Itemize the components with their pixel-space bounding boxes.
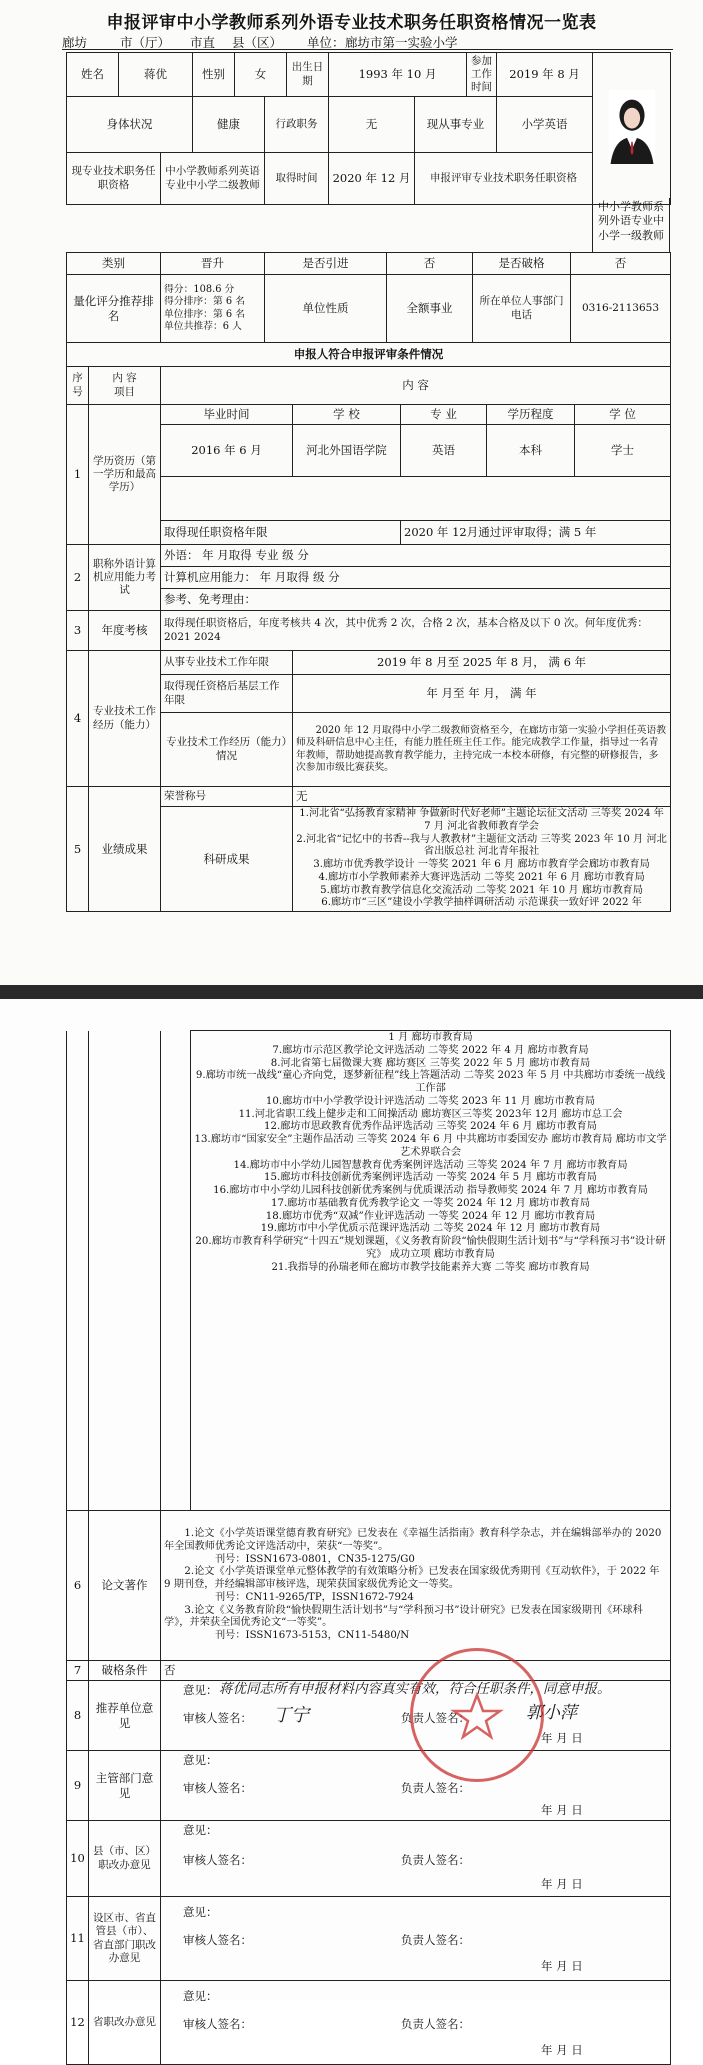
exp-ability-value: 2020 年 12 月取得中小学二级教师资格至今，在廊坊市第一实验小学担任英语教师及科研信息中心主任，有能力胜任班主任工作。能完成教学工作量，指导过一名青年教师，帮助她提高教育教学能力，主持完成一本校本研修，有完整的研修报告，多次参加市级比赛获奖。 [293,713,671,787]
exception-label: 是否破格 [473,253,571,275]
achievement-item: 2.河北省“记忆中的书香--我与人教教材”主题征文活动 三等奖 2023 年 10 月 河北省出版总社 河北青年报社 [296,833,667,858]
edu-head-time: 毕业时间 [161,405,293,425]
paper-issn: 刊号：CN11-9265/TP，ISSN1672-7924 [215,1591,414,1603]
edu-head-major: 专 业 [401,405,487,425]
reviewer-label: 审核人签名： [183,1711,252,1725]
research-label: 科研成果 [161,807,293,912]
score-line: 单位排序：第 6 名 [164,308,246,320]
score-detail [161,275,265,343]
row-no-7: 7 [67,1661,89,1681]
edu-spacer [161,477,671,521]
achievement-item: 13.廊坊市“国家安全”主题作品活动 三等奖 2024 年 6 月 中共廊坊市委国安办 廊坊市教育局 廊坊市文学艺术界联合会 [194,1134,667,1158]
achievement-item: 1.河北省“弘扬教育家精神 争做新时代好老师”主题论坛征文活动 三等奖 2024 年 7 月 河北省教师教育学会 [299,808,664,832]
health-value: 健康 [193,97,265,153]
city-opinion-cell [161,1897,671,1981]
achievement-item: 3.廊坊市优秀教学设计 一等奖 2021 年 6 月 廊坊市教育学会廊坊市教育局 [313,859,650,870]
annual-label: 年度考核 [89,611,161,651]
page-one [0,0,703,1000]
row-no-11: 11 [67,1897,89,1981]
reviewer-label: 审核人签名： [183,2017,252,2031]
opinion-label: 意见： [183,1683,218,1697]
nature-label: 单位性质 [265,275,387,343]
honor-label: 荣誉称号 [161,787,293,807]
sex-value: 女 [235,53,287,97]
education-label: 学历资历（第一学历和最高学历） [89,405,161,545]
date-label: 年 月 日 [541,1877,583,1891]
achievement-item: 19.廊坊市中小学优质示范课评选活动 二等奖 2024 年 12 月 廊坊市教育局 [260,1223,601,1235]
edu-time: 2016 年 6 月 [161,425,293,477]
score-line: 得分排序：第 6 名 [164,296,246,308]
achievement-item: 20.廊坊市教育科学研究“十四五”规划课题，《义务教育阶段“愉快假期生活计划书”与“学科预习书”设计研究》 成功立项 廊坊市教育局 [195,1236,666,1260]
unit-label: 单位： [307,35,345,50]
score-line: 单位共推荐：6 人 [164,320,242,332]
apply-title-value: 中小学教师系列外语专业中小学一级教师 [592,198,670,253]
row-no-10: 10 [67,1821,89,1897]
admin-value: 无 [329,97,415,153]
exp-years-value: 2019 年 8 月至 2025 年 8 月， 满 6 年 [293,651,671,675]
paper-item: 1.论文《小学英语课堂德育教育研究》已发表在《幸福生活指南》教育科学杂志，并在编辑部举办的 2020 年全国教师优秀论文评选活动中，荣获“一等奖”。 [164,1528,662,1552]
paper-label: 论文著作 [89,1511,161,1661]
county-value: 市直 [190,35,216,50]
work-label: 参加工作时间 [467,53,497,97]
paper-issn: 刊号：ISSN1673-5153，CN11-5480/N [215,1630,410,1642]
experience-label: 专业技术工作经历（能力） [89,651,161,787]
achievement-item: 18.廊坊市优秀“双减”作业评选活动 一等奖 2024 年 12 月 廊坊市教育局 [265,1210,596,1222]
official-seal [410,1648,544,1782]
achievement-item: 6.廊坊市“三区”建设小学教学抽样调研活动 示范课获一致好评 2022 年 [321,897,642,909]
achievement-item: 14.廊坊市中小学幼儿园智慧教育优秀案例评选活动 三等奖 2024 年 7 月 廊坊市教育局 [233,1159,628,1171]
exception-value: 否 [571,253,671,275]
achievement-list-p1 [293,807,671,912]
achievement-item: 10.廊坊市中小学教学设计评选活动 二等奖 2023 年 11 月 廊坊市教育局 [265,1095,596,1107]
unit-value: 廊坊市第一实验小学 [345,35,458,50]
seal-star-icon [413,1651,541,1779]
row-no-4: 4 [67,651,89,787]
computer-label: 职称外语计算机应用能力考试 [89,545,161,611]
achievement-item: 17.廊坊市基础教育优秀教学论文 一等奖 2024 年 12 月 廊坊市教育局 [270,1197,591,1209]
name-value: 蒋优 [119,53,193,97]
name-label: 姓名 [67,53,119,97]
recommend-opinion-text: 蒋优同志所有申报材料内容真实有效，符合任职条件，同意申报。 [219,1681,611,1697]
admin-label: 行政职务 [265,97,329,153]
category-table [66,252,671,343]
achievement-label: 业绩成果 [89,787,161,912]
achievement-item: 8.河北省第七届微课大赛 廊坊赛区 三等奖 2022 年 5 月 廊坊市教育局 [270,1057,591,1069]
reviewer-label: 审核人签名： [183,1933,252,1947]
conditions-table [66,342,671,912]
foreign-lang-line: 外语： 年 月取得 专业 级 分 [161,545,671,567]
content-label: 内 容 [112,372,137,385]
achievement-item: 5.廊坊市教育教学信息化交流活动 二等奖 2021 年 10 月 廊坊市教育局 [320,884,643,896]
exp-ability-label: 专业技术工作经历（能力）情况 [161,713,293,787]
achievement-label-cont [89,1031,161,1511]
province-opinion-cell [161,1981,671,2065]
apply-label: 申报评审专业技术职务任职资格 [415,153,593,205]
edu-years-value: 2020 年 12月通过评审取得；满 5 年 [401,521,671,545]
edu-degree: 学士 [575,425,671,477]
annual-value: 取得现任职资格后，年度考核共 4 次，其中优秀 2 次，合格 2 次，基本合格及以下 0 次。何年度优秀： 2021 2024 [161,611,671,651]
row-no-5-cont [67,1031,89,1511]
category-label: 类别 [67,253,161,275]
header-line [62,33,673,50]
research-label-cont [161,1031,191,1511]
score-line: 得分：108.6 分 [164,284,235,296]
leader-signature: 郭小萍 [526,1703,577,1723]
section-title: 申报人符合申报评审条件情况 [67,343,671,367]
leader-label: 负责人签名： [401,1933,470,1947]
achievement-item: 7.廊坊市示范区教学论文评选活动 二等奖 2022 年 4 月 廊坊市教育局 [272,1044,589,1056]
opinion-label: 意见： [183,1905,218,1919]
conditions-table-continued [66,1030,671,1681]
row-no-6: 6 [67,1511,89,1661]
phone-label: 所在单位人事部门电话 [473,275,571,343]
county-suffix: 县（区） [232,35,283,50]
achievement-item: 11.河北省职工线上健步走和工间操活动 廊坊赛区三等奖 2023年 12月 廊坊市总工会 [238,1108,623,1120]
no-header: 序号 [67,367,89,405]
review-table [66,1680,671,2065]
achievement-item: 15.廊坊市科技创新优秀案例评选活动 一等奖 2024 年 5 月 廊坊市教育局 [264,1172,597,1184]
leader-label: 负责人签名： [401,1711,470,1725]
break-value: 否 [161,1661,671,1681]
leader-label: 负责人签名： [401,1853,470,1867]
achievement-list-p2 [191,1031,671,1511]
leader-label: 负责人签名： [401,2017,470,2031]
date-label: 年 月 日 [541,1803,583,1817]
leader-label: 负责人签名： [401,1781,470,1795]
county-office-label: 县（市、区）职改办意见 [89,1821,161,1897]
item-label: 项目 [114,385,135,398]
current-title-value: 中小学教师系列英语专业中小学二级教师 [161,153,265,205]
row-no-8: 8 [67,1681,89,1751]
achievement-item: 21.我指导的孙瑞老师在廊坊市教学技能素养大赛 二等奖 廊坊市教育局 [271,1261,590,1273]
edu-head-level: 学历程度 [487,405,575,425]
obtained-value: 2020 年 12 月 [329,153,415,205]
birth-label: 出生日期 [287,53,329,97]
obtained-label: 取得时间 [265,153,329,205]
current-prof-label: 现从事专业 [415,97,497,153]
reviewer-label: 审核人签名： [183,1853,252,1867]
recommend-label: 推荐单位意见 [89,1681,161,1751]
photo-cell [593,53,671,205]
document-title: 申报评审中小学教师系列外语专业技术职务任职资格情况一览表 [106,13,597,33]
reviewer-signature: 丁宁 [273,1705,309,1726]
opinion-label: 意见： [183,1753,218,1767]
achievement-item: 4.廊坊市小学教师素养大赛评选活动 二等奖 2021 年 6 月 廊坊市教育局 [318,871,645,883]
sex-label: 性别 [193,53,235,97]
health-label: 身体状况 [67,97,193,153]
introduce-label: 是否引进 [265,253,387,275]
page-two [0,1000,703,2057]
break-label: 破格条件 [89,1661,161,1681]
achievement-item: 12.廊坊市思政教育优秀作品评选活动 三等奖 2024 年 6 月 廊坊市教育局 [264,1121,597,1133]
work-value: 2019 年 8 月 [497,53,593,97]
paper-item: 2.论文《小学英语课堂单元整体教学的有效策略分析》已发表在国家级优秀期刊《互动软件》，于 2022 年 9 期刊登，并经编辑部审核评选，现荣获国家级优秀论文一等奖。 [164,1566,660,1591]
supervisor-label: 主管部门意见 [89,1751,161,1821]
date-label: 年 月 日 [541,1731,583,1745]
row-no-9: 9 [67,1751,89,1821]
achievement-item: 9.廊坊市统一战线“童心齐向党，逐梦新征程”线上答题活动 二等奖 2023 年 5 月 中共廊坊市委统一战线工作部 [195,1070,666,1094]
score-label: 量化评分推荐排名 [67,275,161,343]
row-no-2: 2 [67,545,89,611]
edu-head-school: 学 校 [293,405,401,425]
category-value: 晋升 [161,253,265,275]
city-office-label: 设区市、省直管县（市）、省直部门职改办意见 [89,1897,161,1981]
exp-base-value: 年 月至 年 月， 满 年 [293,675,671,713]
province-office-label: 省职改办意见 [89,1981,161,2065]
row-no-12: 12 [67,1981,89,2065]
paper-issn: 刊号：ISSN1673-0801，CN35-1275/G0 [215,1553,415,1565]
city-value: 廊坊 [62,35,88,50]
opinion-label: 意见： [183,1989,218,2003]
phone-value: 0316-2113653 [571,275,671,343]
paper-item: 3.论文《义务教育阶段“愉快假期生活计划书”与“学科预习书”设计研究》已发表在国家级期刊《环球科学》，并荣获全国优秀论文“一等奖”。 [164,1604,643,1629]
current-prof-value: 小学英语 [497,97,593,153]
current-title-label: 现专业技术职务任职资格 [67,153,161,205]
computer-line: 计算机应用能力： 年 月取得 级 分 [161,567,671,589]
achievement-item: 16.廊坊市中小学幼儿园科技创新优秀案例与优质课活动 指导教师奖 2024 年 7 月 廊坊市教育局 [213,1185,648,1196]
birth-value: 1993 年 10 月 [329,53,467,97]
edu-school: 河北外国语学院 [293,425,401,477]
nature-value: 全额事业 [387,275,473,343]
row-no-1: 1 [67,405,89,545]
exemption-line: 参考、免考理由： [161,589,671,611]
exp-base-label: 取得现任资格后基层工作年限 [161,675,293,713]
achievement-item: 1 月 廊坊市教育局 [388,1032,473,1043]
date-label: 年 月 日 [541,1959,583,1973]
paper-list [161,1511,671,1661]
honor-value: 无 [293,787,671,807]
row-no-5: 5 [67,787,89,912]
edu-major: 英语 [401,425,487,477]
edu-level: 本科 [487,425,575,477]
basic-info-table [66,52,671,205]
content-header: 内 容 [161,367,671,405]
date-label: 年 月 日 [541,2043,583,2057]
reviewer-label: 审核人签名： [183,1781,252,1795]
row-no-3: 3 [67,611,89,651]
edu-years-label: 取得现任职资格年限 [161,521,401,545]
content-item-header [89,367,161,405]
page-separator [0,985,703,999]
county-opinion-cell [161,1821,671,1897]
portrait-photo [603,90,661,164]
city-suffix: 市（厅） [120,35,171,50]
edu-head-degree: 学 位 [575,405,671,425]
introduce-value: 否 [387,253,473,275]
exp-years-label: 从事专业技术工作年限 [161,651,293,675]
opinion-label: 意见： [183,1823,218,1837]
